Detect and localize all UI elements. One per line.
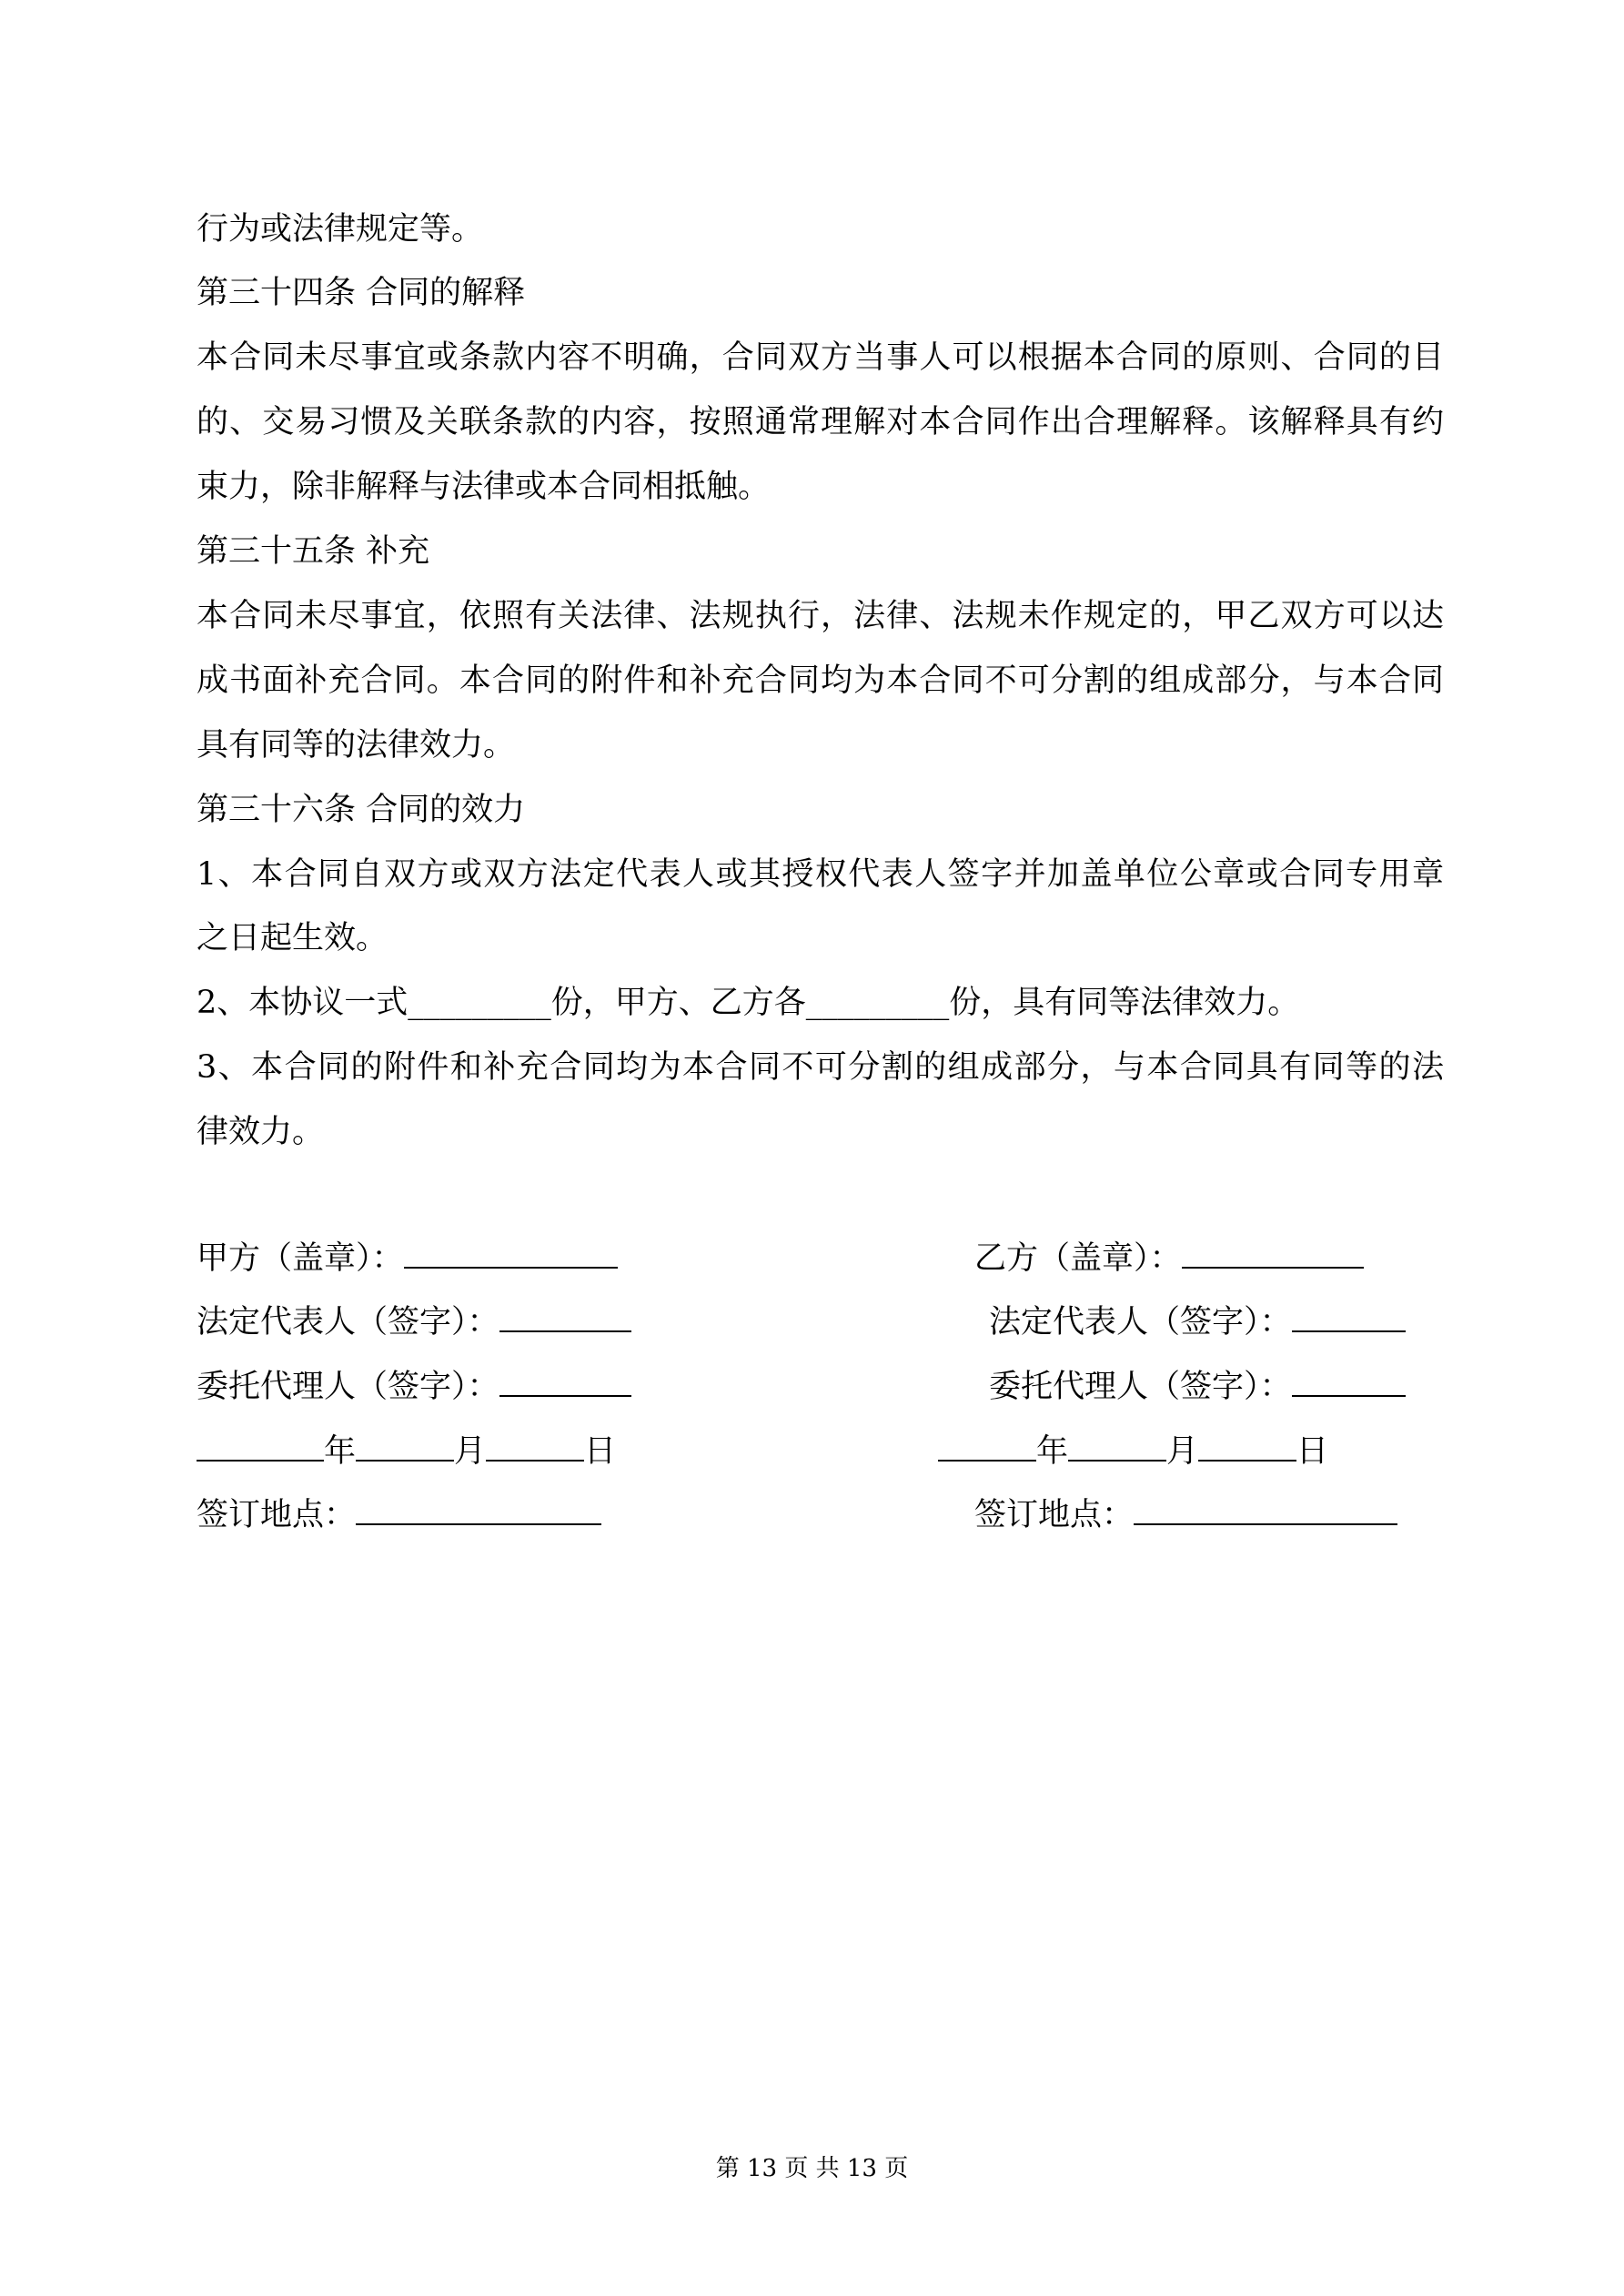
seal-blank[interactable] [1182,1239,1364,1269]
place-blank[interactable] [1134,1496,1397,1525]
body-line: 行为或法律规定等。 [197,211,484,248]
rep-blank[interactable] [1292,1303,1406,1332]
article-35-heading: 第三十五条 补充 [197,533,430,570]
party-b-place-row [974,1495,1397,1535]
party-a-place-row [197,1495,601,1535]
label: 法定代表人（签字）： [989,1304,1292,1340]
body-line: 1、本合同自双方或双方法定代表人或其授权代表人签字并加盖单位公章或合同专用章 [197,856,1444,893]
article-36-heading: 第三十六条 合同的效力 [197,792,526,828]
label: 签订地点： [197,1497,357,1533]
year-blank[interactable] [938,1432,1036,1462]
day-blank[interactable] [486,1432,584,1462]
month-blank[interactable] [356,1432,454,1462]
body-line: 之日起生效。 [197,920,388,956]
year-blank[interactable] [197,1432,324,1462]
body-line: 的、交易习惯及关联条款的内容，按照通常理解对本合同作出合理解释。该解释具有约 [197,404,1444,440]
body-line: 本合同未尽事宜，依照有关法律、法规执行，法律、法规未作规定的，甲乙双方可以达 [197,598,1444,634]
page-number-footer: 第 13 页 共 13 页 [715,2155,909,2182]
label: 日 [1296,1433,1329,1470]
label: 日 [584,1433,617,1470]
rep-blank[interactable] [499,1303,631,1332]
party-b-seal-row [974,1239,1364,1279]
label: 签订地点： [974,1497,1135,1533]
body-line: 2、本协议一式_________份，甲方、乙方各_________份，具有同等法律效力。 [197,985,1300,1021]
body-line: 束力，除非解释与法律或本合同相抵触。 [197,469,771,505]
place-blank[interactable] [356,1496,601,1525]
party-a-rep-row [197,1302,631,1342]
party-a-agent-row [197,1367,631,1407]
label: 委托代理人（签字）： [989,1369,1292,1405]
agent-blank[interactable] [1292,1368,1406,1397]
body-line: 3、本合同的附件和补充合同均为本合同不可分割的组成部分，与本合同具有同等的法 [197,1049,1444,1086]
day-blank[interactable] [1198,1432,1296,1462]
party-b-agent-row [989,1367,1406,1407]
label: 月 [1166,1433,1199,1470]
label: 委托代理人（签字）： [197,1369,499,1405]
seal-blank[interactable] [404,1239,618,1269]
party-b-date-row [938,1431,1328,1472]
body-line: 律效力。 [197,1114,325,1150]
label: 月 [454,1433,487,1470]
article-34-heading: 第三十四条 合同的解释 [197,275,526,311]
label: 甲方（盖章）： [197,1240,404,1277]
label: 法定代表人（签字）： [197,1304,499,1340]
party-a-date-row [197,1431,616,1472]
party-b-rep-row [989,1302,1406,1342]
body-line: 本合同未尽事宜或条款内容不明确，合同双方当事人可以根据本合同的原则、合同的目 [197,339,1444,376]
agent-blank[interactable] [499,1368,631,1397]
body-line: 具有同等的法律效力。 [197,727,516,764]
label: 年 [324,1433,357,1470]
body-line: 成书面补充合同。本合同的附件和补充合同均为本合同不可分割的组成部分，与本合同 [197,663,1444,699]
label: 年 [1036,1433,1069,1470]
party-a-seal-row [197,1239,618,1279]
month-blank[interactable] [1068,1432,1166,1462]
label: 乙方（盖章）： [974,1240,1182,1277]
